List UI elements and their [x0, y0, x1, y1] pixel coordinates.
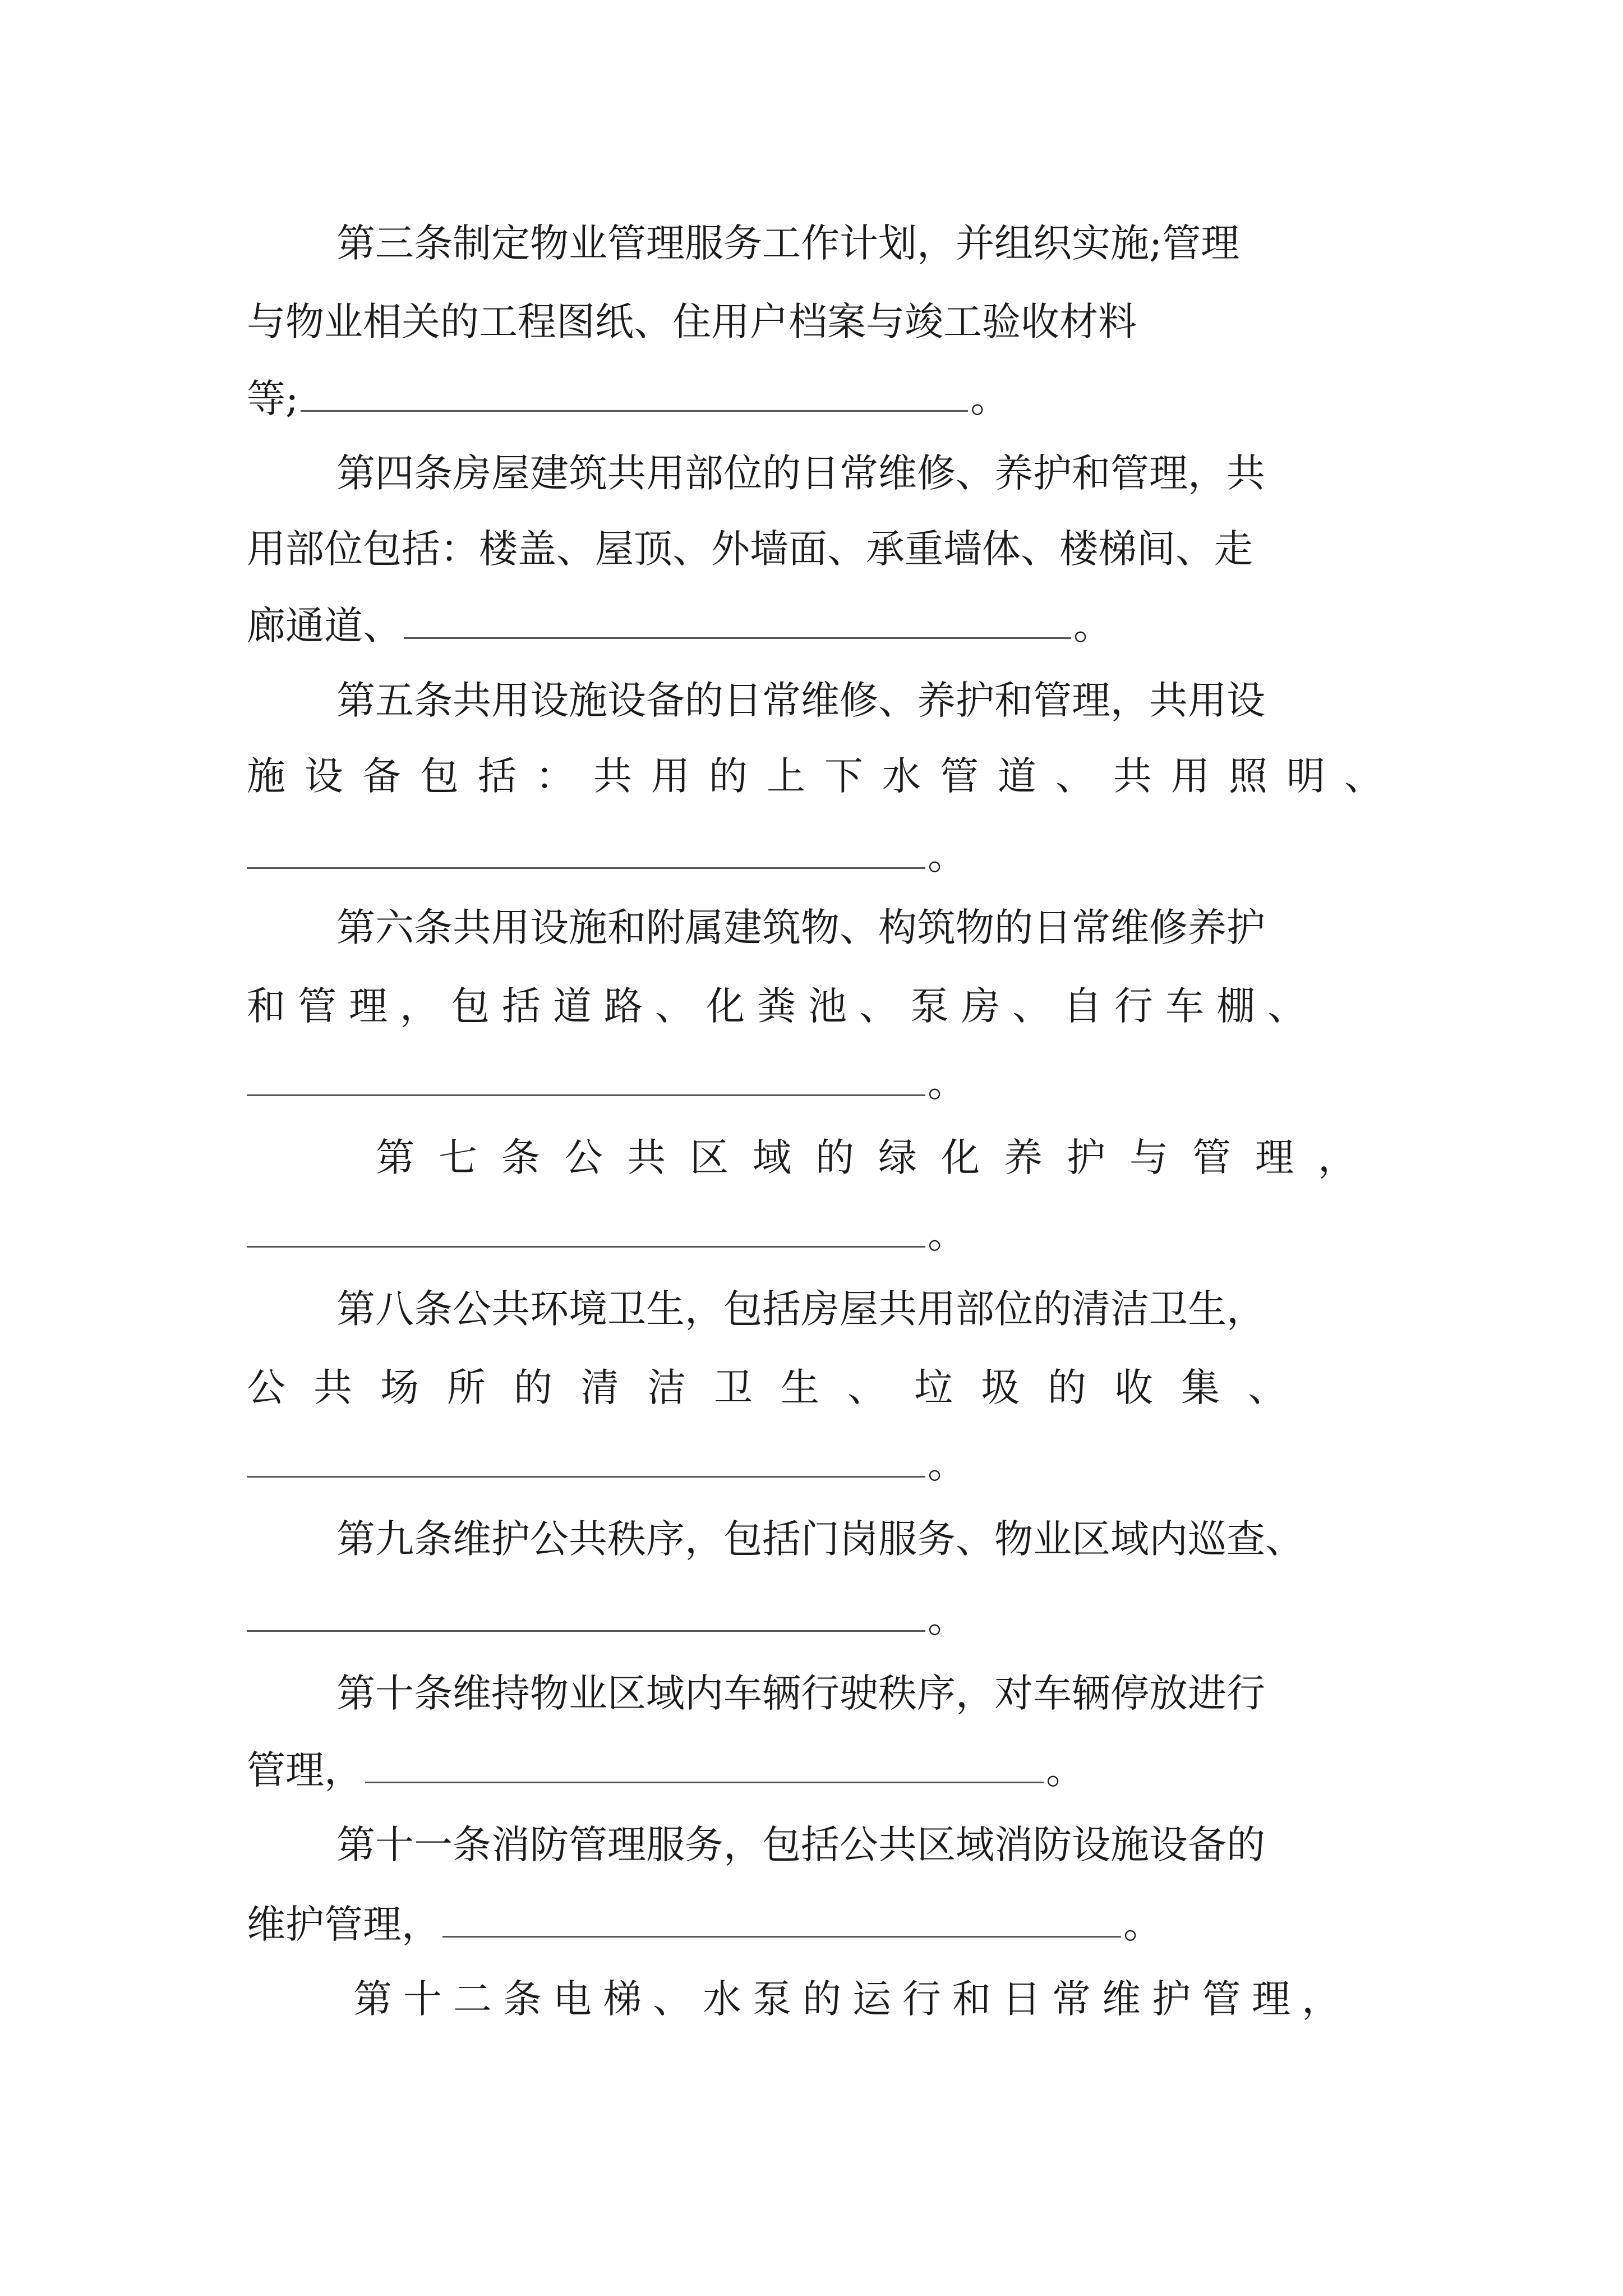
period: 。	[928, 1442, 966, 1487]
article-4-line-3-text: 廊通道、	[247, 604, 402, 648]
fill-in-blank[interactable]	[247, 1599, 925, 1632]
article-3-line-3-text: 等;	[247, 376, 299, 421]
period: 。	[928, 1061, 966, 1106]
period: 。	[928, 1212, 966, 1257]
article-5-line-3	[247, 836, 1391, 876]
fill-in-blank[interactable]	[247, 1444, 925, 1478]
period: 。	[928, 834, 966, 878]
article-10-line-2-text: 管理，	[247, 1748, 363, 1793]
article-8-line-2: 公共场所的清洁卫生、垃圾的收集、	[247, 1365, 1315, 1410]
article-8-line-1: 第八条公共环境卫生，包括房屋共用部位的清洁卫生，	[336, 1287, 1265, 1332]
fill-in-blank[interactable]	[301, 379, 968, 412]
fill-in-blank[interactable]	[442, 1904, 1121, 1938]
article-3-line-2: 与物业相关的工程图纸、住用户档案与竣工验收材料	[247, 300, 1137, 344]
article-5-line-2: 施设备包括：共用的上下水管道、共用照明、	[247, 754, 1402, 799]
article-12-line-1: 第十二条电梯、水泵的运行和日常维护管理，	[353, 1977, 1352, 2022]
article-11-line-1: 第十一条消防管理服务，包括公共区域消防设施设备的	[336, 1823, 1265, 1867]
fill-in-blank[interactable]	[365, 1750, 1044, 1783]
article-6-line-3	[247, 1061, 1391, 1106]
article-10-line-2	[247, 1748, 1391, 1793]
article-8-line-3	[247, 1442, 1391, 1487]
article-3-line-1: 第三条制定物业管理服务工作计划，并组织实施;管理	[336, 221, 1240, 266]
article-9-line-2	[247, 1596, 1391, 1641]
article-3-line-3	[247, 376, 1391, 421]
article-6-line-1: 第六条共用设施和附属建筑物、构筑物的日常维修养护	[336, 905, 1265, 950]
period: 。	[1046, 1748, 1085, 1793]
article-10-line-1: 第十条维持物业区域内车辆行驶秩序，对车辆停放进行	[336, 1671, 1265, 1716]
period: 。	[1123, 1902, 1162, 1947]
period: 。	[1073, 604, 1112, 648]
article-11-line-2-text: 维护管理，	[247, 1902, 440, 1947]
period: 。	[970, 376, 1009, 421]
article-9-line-1: 第九条维护公共秩序，包括门岗服务、物业区域内巡查、	[336, 1517, 1304, 1562]
fill-in-blank[interactable]	[247, 1063, 925, 1096]
fill-in-blank[interactable]	[247, 1214, 925, 1248]
article-4-line-3	[247, 606, 1391, 646]
fill-in-blank[interactable]	[404, 606, 1071, 639]
article-11-line-2	[247, 1902, 1391, 1947]
period: 。	[928, 1596, 966, 1641]
article-7-line-1: 第七条公共区域的绿化养护与管理，	[376, 1135, 1381, 1180]
article-7-line-2	[247, 1212, 1391, 1257]
article-4-line-2: 用部位包括：楼盖、屋顶、外墙面、承重墙体、楼梯间、走	[247, 527, 1253, 572]
article-4-line-1: 第四条房屋建筑共用部位的日常维修、养护和管理，共	[336, 451, 1265, 496]
fill-in-blank[interactable]	[247, 836, 925, 869]
article-6-line-2: 和管理，包括道路、化粪池、泵房、自行车棚、	[247, 984, 1318, 1029]
article-5-line-1: 第五条共用设施设备的日常维修、养护和管理，共用设	[336, 678, 1265, 723]
